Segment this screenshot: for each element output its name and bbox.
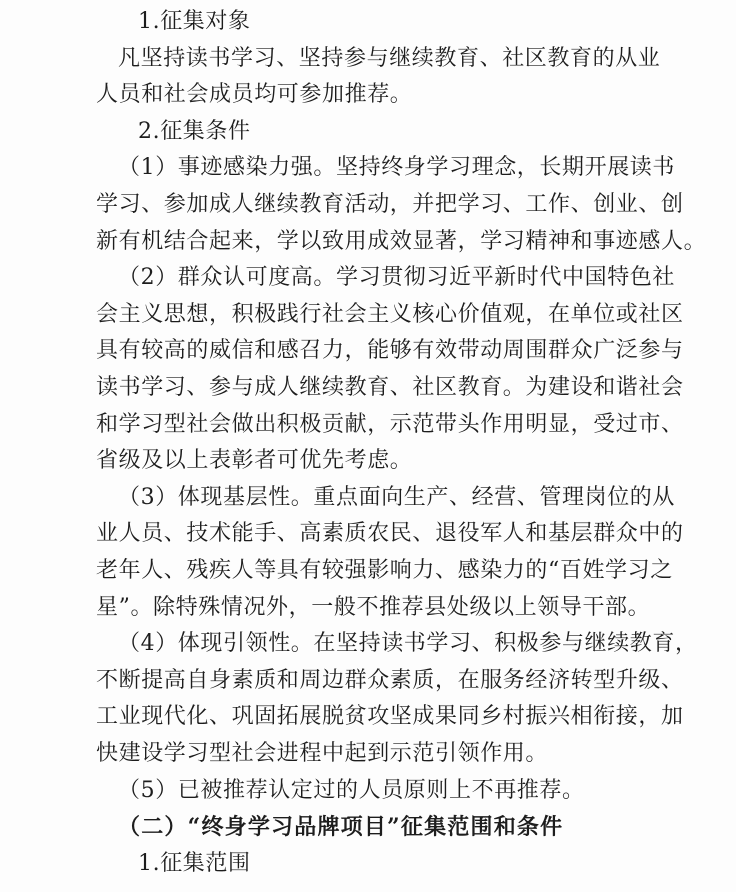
paragraph-line: 人员和社会成员均可参加推荐。 <box>96 82 413 107</box>
paragraph-line: （5）已被推荐认定过的人员原则上不再推荐。 <box>118 778 585 803</box>
paragraph-line: （2）群众认可度高。学习贯彻习近平新时代中国特色社 <box>118 265 675 290</box>
section-heading-brand-project: （二）“终身学习品牌项目”征集范围和条件 <box>118 814 564 840</box>
paragraph-line: 星”。除特殊情况外，一般不推荐县处级以上领导干部。 <box>96 595 651 620</box>
paragraph-line: （3）体现基层性。重点面向生产、经营、管理岗位的从 <box>118 485 675 510</box>
paragraph-line: 学习、参加成人继续教育活动，并把学习、工作、创业、创 <box>96 192 684 217</box>
paragraph-line: 工业现代化、巩固拓展脱贫攻坚成果同乡村振兴相衔接，加 <box>96 704 684 729</box>
paragraph-line: （4）体现引领性。在坚持读书学习、积极参与继续教育， <box>118 631 698 656</box>
paragraph-line: 省级及以上表彰者可优先考虑。 <box>96 448 413 473</box>
paragraph-line: 业人员、技术能手、高素质农民、退役军人和基层群众中的 <box>96 521 684 546</box>
paragraph-line: （1）事迹感染力强。坚持终身学习理念，长期开展读书 <box>118 155 675 180</box>
paragraph-line: 和学习型社会做出积极贡献，示范带头作用明显，受过市、 <box>96 412 684 437</box>
paragraph-line: 不断提高自身素质和周边群众素质，在服务经济转型升级、 <box>96 668 684 693</box>
paragraph-line: 具有较高的威信和感召力，能够有效带动周围群众广泛参与 <box>96 338 684 363</box>
section-heading-collection-conditions: 2.征集条件 <box>138 119 251 144</box>
paragraph-line: 读书学习、参与成人继续教育、社区教育。为建设和谐社会 <box>96 375 684 400</box>
paragraph-line: 老年人、残疾人等具有较强影响力、感染力的“百姓学习之 <box>96 558 673 583</box>
section-heading-collection-scope: 1.征集范围 <box>138 851 251 876</box>
paragraph-line: 新有机结合起来，学以致用成效显著，学习精神和事迹感人。 <box>96 229 707 254</box>
paragraph-line: 会主义思想，积极践行社会主义核心价值观，在单位或社区 <box>96 302 684 327</box>
section-heading-collection-target: 1.征集对象 <box>138 9 251 34</box>
paragraph-line: 凡坚持读书学习、坚持参与继续教育、社区教育的从业 <box>118 46 661 71</box>
paragraph-line: 快建设学习型社会进程中起到示范引领作用。 <box>96 741 549 766</box>
